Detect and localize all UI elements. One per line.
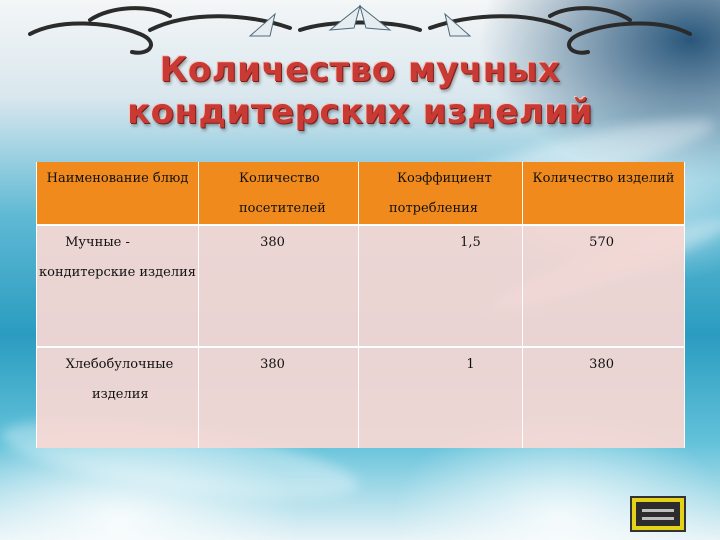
row-name-line2: изделия: [92, 387, 149, 402]
table-row: [37, 225, 685, 347]
header-name: [37, 162, 199, 225]
table-header-row: [37, 162, 685, 225]
page-title-line1: Количество мучных: [159, 50, 561, 90]
cell-coef-value: 1,5: [460, 235, 481, 250]
cell-name: [37, 347, 199, 448]
page-title-line2: кондитерских изделий: [127, 92, 593, 132]
header-visitors: [199, 162, 359, 225]
cell-visitors-value: 380: [260, 235, 285, 250]
table-row: [37, 347, 685, 448]
row-name-line2: кондитерские изделия: [39, 265, 196, 280]
cell-items: [523, 347, 685, 448]
cell-coefficient: [359, 347, 523, 448]
cell-items-value: 570: [589, 235, 614, 250]
cell-coef-value: 1: [466, 357, 475, 372]
cell-coefficient: [359, 225, 523, 347]
header-items-label: Количество изделий: [532, 171, 675, 186]
header-coef-line1: Коэффициент: [397, 171, 492, 186]
header-coef-line2: потребления: [389, 201, 479, 216]
row-name-line1: Мучные -: [65, 235, 130, 250]
cell-name: [37, 225, 199, 347]
header-name-label: Наименование блюд: [46, 171, 189, 186]
cell-visitors: [199, 347, 359, 448]
data-table: [36, 162, 685, 448]
header-visitors-line2: посетителей: [239, 201, 326, 216]
header-visitors-line1: Количество: [239, 171, 320, 186]
header-items: [523, 162, 685, 225]
row-name-line1: Хлебобулочные: [65, 357, 174, 372]
cell-visitors: [199, 225, 359, 347]
cell-items-value: 380: [589, 357, 614, 372]
cell-items: [523, 225, 685, 347]
header-coefficient: [359, 162, 523, 225]
logo-badge-icon: [630, 496, 686, 532]
cell-visitors-value: 380: [260, 357, 285, 372]
